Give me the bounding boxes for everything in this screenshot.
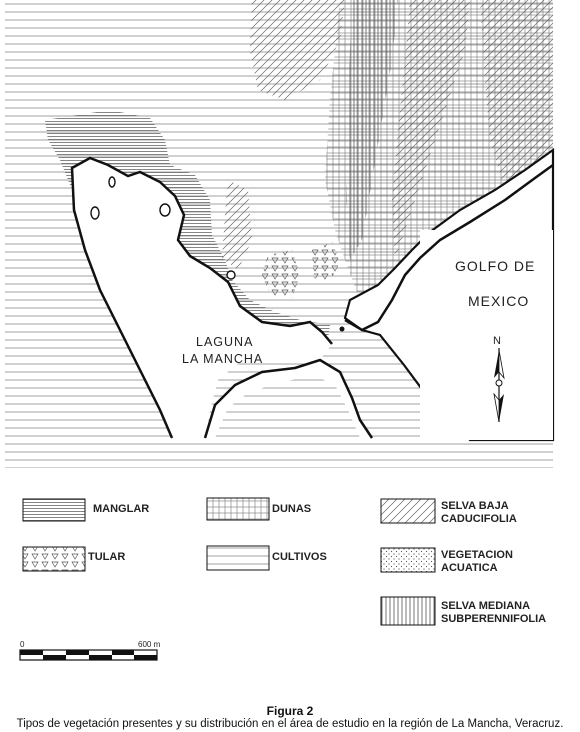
legend-label-tular: TULAR bbox=[88, 551, 126, 563]
legend-swatch-manglar bbox=[23, 499, 85, 521]
legend-swatch-vegetacion-acuatica bbox=[381, 548, 435, 572]
lagoon-label-line1: LAGUNA bbox=[196, 335, 254, 349]
legend-label-selva-mediana-1: SELVA MEDIANA bbox=[441, 600, 531, 612]
legend-swatch-tular bbox=[23, 547, 85, 571]
gulf-label-line1: GOLFO DE bbox=[455, 258, 536, 274]
scale-start-label: 0 bbox=[20, 640, 25, 649]
island bbox=[160, 204, 170, 216]
legend-label-selva-mediana-2: SUBPERENNIFOLIA bbox=[441, 613, 547, 625]
legend-label-selva-baja-2: CADUCIFOLIA bbox=[441, 513, 517, 525]
legend-swatch-cultivos bbox=[207, 546, 269, 570]
figure-title: Figura 2 bbox=[266, 704, 314, 718]
legend-label-manglar: MANGLAR bbox=[93, 503, 150, 515]
legend-label-cultivos: CULTIVOS bbox=[272, 551, 327, 563]
lagoon-label-line2: LA MANCHA bbox=[182, 352, 264, 366]
legend-swatch-selva-mediana bbox=[381, 597, 435, 625]
figure-caption: Tipos de vegetación presentes y su distribución en el área de estudio en la región de La Mancha, Veracruz. bbox=[16, 718, 564, 730]
map-area bbox=[5, 0, 553, 468]
legend-swatch-selva-baja bbox=[381, 499, 435, 523]
scale-end-label: 600 m bbox=[138, 640, 161, 649]
gulf-label-line2: MEXICO bbox=[468, 293, 530, 309]
island bbox=[91, 207, 99, 219]
legend-label-dunas: DUNAS bbox=[272, 503, 312, 515]
north-label: N bbox=[493, 335, 502, 347]
island bbox=[109, 177, 115, 187]
station-marker bbox=[340, 327, 345, 332]
legend-swatch-dunas bbox=[207, 498, 269, 520]
legend-label-vegetacion-acuatica-1: VEGETACION bbox=[441, 549, 513, 561]
legend bbox=[23, 498, 546, 625]
island bbox=[227, 271, 235, 279]
scale-bar bbox=[20, 640, 161, 660]
legend-label-selva-baja-1: SELVA BAJA bbox=[441, 500, 509, 512]
legend-label-vegetacion-acuatica-2: ACUATICA bbox=[441, 562, 498, 574]
